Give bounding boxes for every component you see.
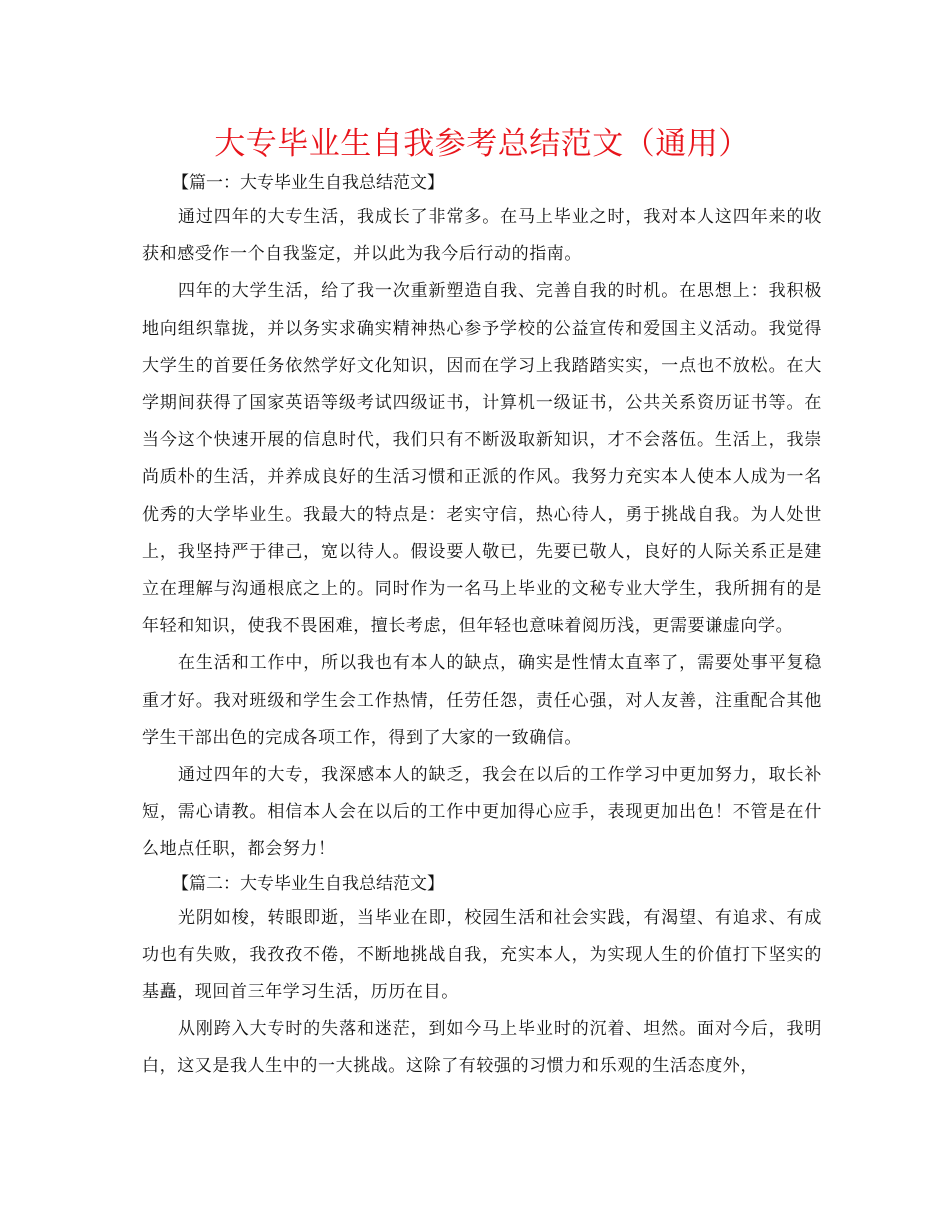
paragraph: 从刚跨入大专时的失落和迷茫，到如今马上毕业时的沉着、坦然。面对今后，我明白，这又是我人生中的一大挑战。这除了有较强的习惯力和乐观的生活态度外， [142, 1019, 822, 1077]
section-heading-1: 【篇一：大专毕业生自我总结范文】 [172, 173, 444, 193]
document-body [142, 122, 822, 1086]
section-heading-2: 【篇二：大专毕业生自我总结范文】 [172, 873, 444, 894]
document-title: 大专毕业生自我参考总结范文（通用） [214, 126, 750, 162]
paragraph: 四年的大学生活，给了我一次重新塑造自我、完善自我的时机。在思想上：我积极地向组织靠拢，并以务实求确实精神热心参予学校的公益宣传和爱国主义活动。我觉得大学生的首要任务依然学好文化知识，因而在学习上我踏踏实实，一点也不放松。在大学期间获得了国家英语等级考试四级证书，计算机一级证书，公共关系资历证书等。在当今这个快速开展的信息时代，我们只有不断汲取新知识，才不会落伍。生活上，我崇尚质朴的生活，并养成良好的生活习惯和正派的作风。我努力充实本人使本人成为一名优秀的大学毕业生。我最大的特点是：老实守信，热心待人，勇于挑战自我。为人处世上，我坚持严于律己，宽以待人。假设要人敬已，先要已敬人，良好的人际关系正是建立在理解与沟通根底之上的。同时作为一名马上毕业的文秘专业大学生，我所拥有的是年轻和知识，使我不畏困难，擅长考虑，但年轻也意味着阅历浅，更需要谦虚向学。 [142, 281, 822, 637]
paragraph: 光阴如梭，转眼即逝，当毕业在即，校园生活和社会实践，有渴望、有追求、有成功也有失败，我孜孜不倦，不断地挑战自我，充实本人，为实现人生的价值打下坚实的基矗，现回首三年学习生活，历历在目。 [142, 907, 822, 1003]
paragraph: 在生活和工作中，所以我也有本人的缺点，确实是性情太直率了，需要处事平复稳重才好。我对班级和学生会工作热情，任劳任怨，责任心强，对人友善，注重配合其他学生干部出色的完成各项工作，得到了大家的一致确信。 [142, 653, 822, 748]
paragraph: 通过四年的大专，我深感本人的缺乏，我会在以后的工作学习中更加努力，取长补短，需心请教。相信本人会在以后的工作中更加得心应手，表现更加出色！不管是在什么地点任职，都会努力！ [142, 765, 822, 860]
paragraph: 通过四年的大专生活，我成长了非常多。在马上毕业之时，我对本人这四年来的收获和感受作一个自我鉴定，并以此为我今后行动的指南。 [142, 207, 822, 265]
